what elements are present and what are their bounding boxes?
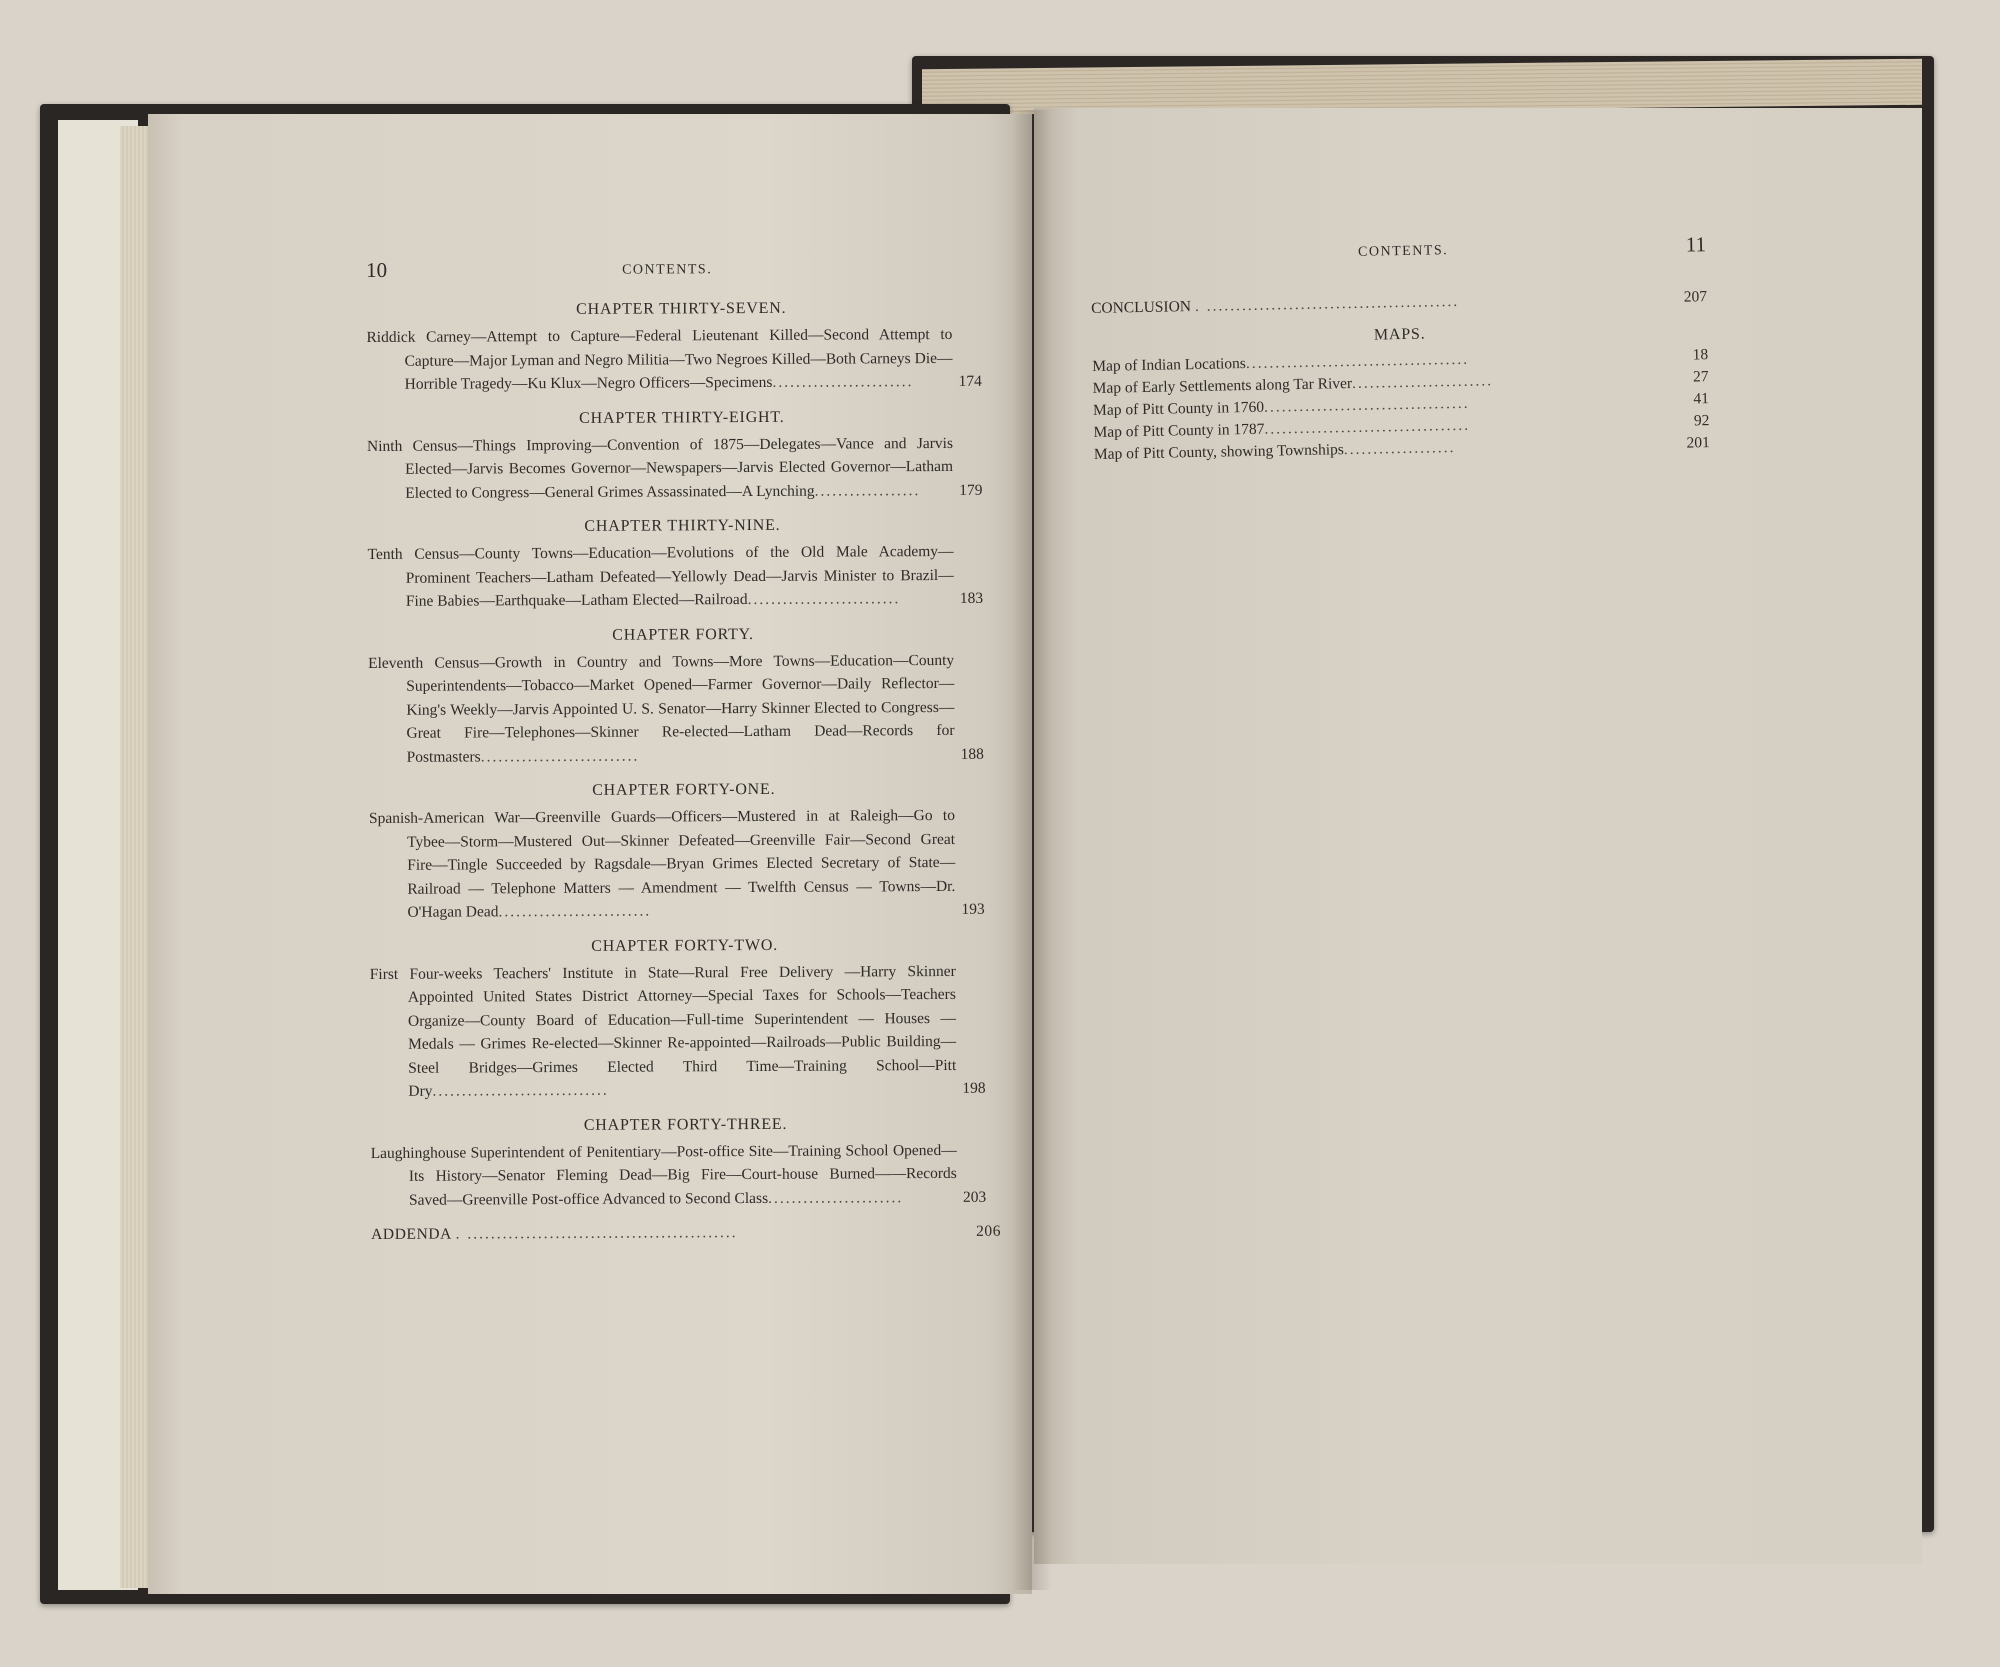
dot-leader: ......................................	[1245, 350, 1470, 373]
page-reference: 201	[1686, 434, 1710, 452]
chapter-summary	[367, 431, 997, 505]
chapter-block	[371, 1114, 1001, 1212]
dot-leader: ..........................	[498, 902, 652, 921]
running-head	[366, 255, 996, 288]
chapter-heading: CHAPTER FORTY-THREE.	[583, 1115, 788, 1134]
dot-leader: ........................	[1351, 372, 1494, 392]
chapter-heading: CHAPTER FORTY-ONE.	[592, 780, 776, 799]
chapter-heading: CHAPTER FORTY.	[612, 625, 754, 644]
dot-leader: ...................	[1343, 439, 1456, 459]
chapter-heading: CHAPTER FORTY-TWO.	[591, 936, 779, 955]
maps-heading: MAPS.	[1373, 325, 1426, 344]
dot-leader: ...........................	[480, 747, 640, 765]
page-reference: 27	[1692, 368, 1709, 386]
chapter-summary	[366, 323, 996, 397]
map-label: Map of Pitt County in 1760	[1092, 398, 1265, 419]
summary-text: First Four-weeks Teachers' Institute in State—Rural Free Delivery —Harry Skinner Appointed United States District Attorney—Special Taxes for Schools—Teachers Organize—County Board of Education—Full-time Superintendent — Houses — Medals — Grimes Re-elected—Skinner Re-appointed—Railroads—Public Building—Steel Bridges—Grimes Elected Third Time—Training School—Pitt Dry	[369, 962, 957, 1100]
summary-text: Eleventh Census—Growth in Country and Towns—More Towns—Education—County Superintendents—Tobacco—Market Opened—Farmer Governor—Daily Reflector—King's Weekly—Jarvis Appointed U. S. Senator—Harry Skinner Elected to Congress—Great Fire—Telephones—Skinner Re-elected—Latham Dead—Records for Postmasters	[368, 651, 955, 766]
chapter-heading: CHAPTER THIRTY-EIGHT.	[579, 408, 785, 427]
page-reference: 92	[1693, 412, 1710, 430]
chapter-block	[366, 299, 996, 397]
dot-leader: . ...........................................	[1194, 292, 1460, 315]
dot-leader: . ..............................................	[455, 1224, 738, 1243]
page-reference: 18	[1692, 346, 1709, 364]
conclusion-entry	[1091, 286, 1707, 320]
running-title: CONTENTS.	[622, 262, 713, 278]
chapter-block	[368, 624, 999, 769]
map-label: Map of Indian Locations	[1092, 355, 1247, 375]
map-label: Map of Pitt County in 1787	[1093, 420, 1265, 441]
left-page-contents	[366, 255, 1001, 1244]
book-gutter	[1012, 110, 1052, 1590]
chapter-summary	[367, 540, 997, 614]
summary-text: Tenth Census—County Towns—Education—Evolutions of the Old Male Academy—Prominent Teachers—Latham Defeated—Yellowly Dead—Jarvis Minister to Brazil—Fine Babies—Earthquake—Latham Elected—Railroad	[367, 542, 954, 610]
dot-leader: ...................................	[1264, 416, 1471, 438]
running-title: CONTENTS.	[1357, 243, 1449, 260]
chapter-block	[370, 935, 1001, 1103]
page-reference: 207	[1683, 288, 1708, 306]
chapter-block	[367, 407, 997, 505]
dot-leader: .......................	[768, 1188, 904, 1207]
map-label: Map of Early Settlements along Tar River	[1092, 374, 1353, 397]
map-label: Map of Pitt County, showing Townships	[1093, 441, 1344, 463]
page-reference: 206	[975, 1222, 1002, 1240]
dot-leader: ..................	[814, 481, 921, 500]
dot-leader: ........................	[772, 373, 914, 391]
summary-text: Laughinghouse Superintendent of Penitentiary—Post-office Site—Training School Opened—Its History—Senator Fleming Dead—Big Fire—Court-house Burned——Records Saved—Greenville Post-office Advanced to Second Class	[370, 1141, 957, 1209]
summary-text: Spanish-American War—Greenville Guards—Officers—Mustered in at Raleigh—Go to Tybee—Storm—Mustered Out—Skinner Defeated—Greenville Fair—Second Great Fire—Tingle Succeeded by Ragsdale—Bryan Grimes Elected Secretary of State—Railroad — Telephone Matters — Amendment — Twelfth Census — Towns—Dr. O'Hagan Dead	[368, 806, 956, 921]
addenda-label: ADDENDA	[371, 1225, 452, 1243]
chapter-summary	[370, 959, 1001, 1103]
addenda-entry	[371, 1223, 1001, 1244]
summary-text: Ninth Census—Things Improving—Convention of 1875—Delegates—Vance and Jarvis Elected—Jarvis Becomes Governor—Newspapers—Jarvis Elected Governor—Latham Elected to Congress—General Grimes Assassinated—A Lynching	[366, 434, 954, 502]
dot-leader: ..........................	[747, 590, 901, 609]
summary-text: Riddick Carney—Attempt to Capture—Federal Lieutenant Killed—Second Attempt to Capture—Major Lyman and Negro Militia—Two Negroes Killed—Both Carneys Die—Horrible Tragedy—Ku Klux—Negro Officers—Specimens	[366, 325, 953, 393]
chapter-block	[367, 516, 997, 614]
chapter-heading: CHAPTER THIRTY-SEVEN.	[576, 299, 787, 318]
chapter-heading: CHAPTER THIRTY-NINE.	[584, 516, 781, 535]
dot-leader: ...................................	[1263, 394, 1470, 416]
chapter-block	[369, 780, 1000, 925]
chapter-summary	[368, 648, 999, 769]
conclusion-label: CONCLUSION	[1090, 298, 1192, 317]
page-number: 10	[366, 257, 388, 282]
page-number: 11	[1685, 232, 1707, 257]
chapter-summary	[371, 1138, 1001, 1212]
chapter-summary	[369, 804, 1000, 925]
dot-leader: ..............................	[432, 1081, 609, 1100]
right-page-contents	[1090, 232, 1710, 466]
page-reference: 41	[1693, 390, 1710, 408]
